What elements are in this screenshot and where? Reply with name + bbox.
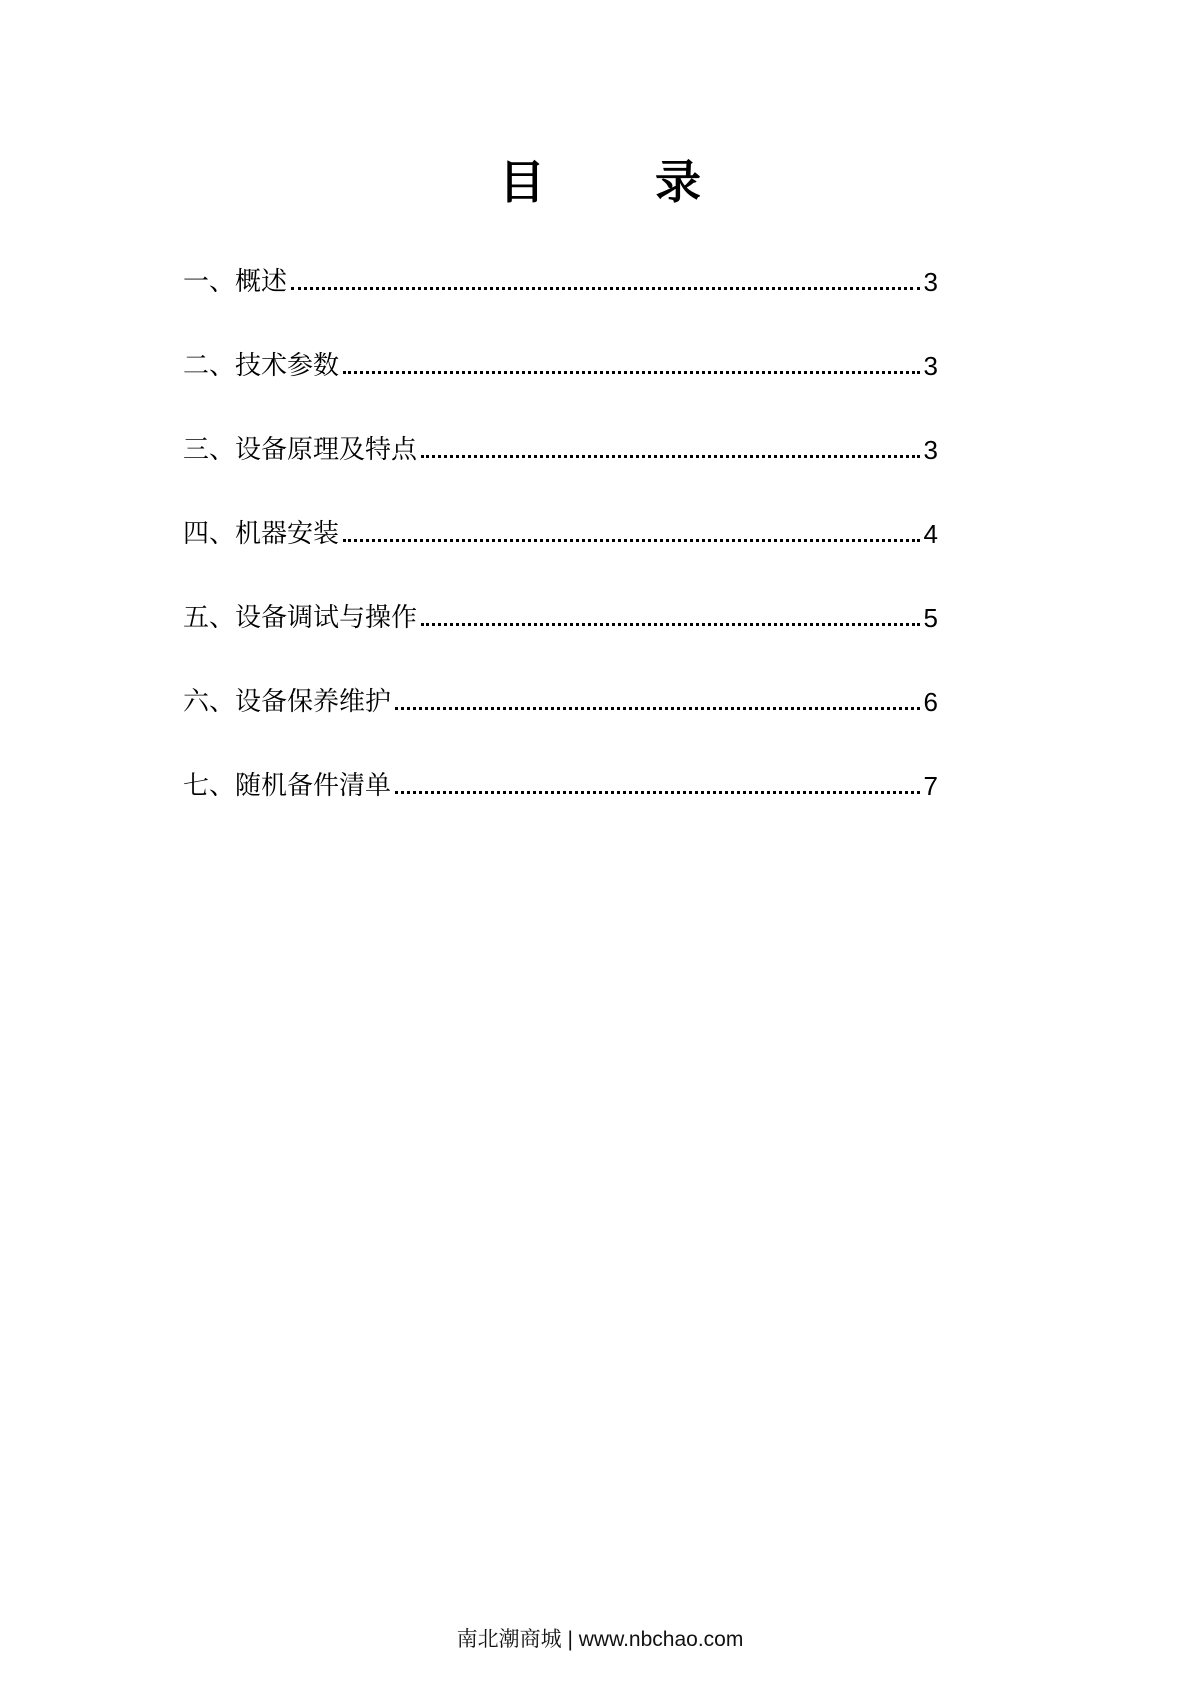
toc-entry-label: 一、概述 [183, 267, 288, 297]
toc-page-number: 3 [923, 435, 938, 465]
toc-entry-maintenance[interactable] [183, 682, 938, 722]
page-title [0, 152, 1200, 212]
toc-entry-label: 三、设备原理及特点 [183, 435, 418, 465]
dot-leader [343, 371, 920, 374]
toc-entry-spare-parts-list[interactable] [183, 766, 938, 806]
title-char-1: 目 [499, 155, 545, 209]
toc-entry-commissioning-operation[interactable] [183, 598, 938, 638]
toc-entry-label: 七、随机备件清单 [183, 771, 392, 801]
toc-entry-principle-features[interactable] [183, 430, 938, 470]
toc-entry-overview[interactable] [183, 262, 938, 302]
toc-page-number: 3 [923, 267, 938, 297]
toc-page-number: 7 [923, 771, 938, 801]
dot-leader [395, 707, 920, 710]
toc-page-number: 4 [923, 519, 938, 549]
toc-entry-installation[interactable] [183, 514, 938, 554]
toc-entry-technical-parameters[interactable] [183, 346, 938, 386]
toc-entry-label: 四、机器安装 [183, 519, 340, 549]
toc-entry-label: 五、设备调试与操作 [183, 603, 418, 633]
dot-leader [395, 791, 920, 794]
dot-leader [291, 287, 920, 290]
toc-page-number: 5 [923, 603, 938, 633]
dot-leader [343, 539, 920, 542]
title-char-2: 录 [655, 155, 701, 209]
toc-entry-label: 二、技术参数 [183, 351, 340, 381]
toc-entry-label: 六、设备保养维护 [183, 687, 392, 717]
dot-leader [421, 455, 920, 458]
toc-page-number: 3 [923, 351, 938, 381]
dot-leader [421, 623, 920, 626]
footer-watermark: 南北潮商城 | www.nbchao.com [456, 1628, 744, 1651]
toc-page-number: 6 [923, 687, 938, 717]
